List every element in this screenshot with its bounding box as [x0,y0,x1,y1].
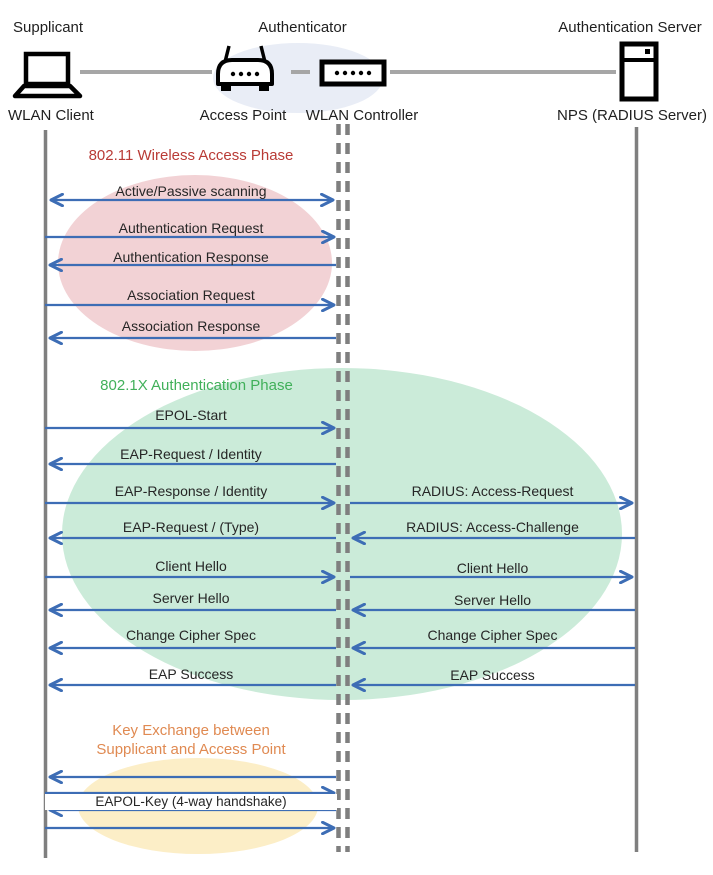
msg-change-cipher-spec-right: Change Cipher Spec [427,627,558,643]
msg-eap-response-identity: EAP-Response / Identity [114,483,268,499]
msg-association-request: Association Request [127,287,255,303]
msg-authentication-request: Authentication Request [118,220,264,236]
msg-radius-access-challenge: RADIUS: Access-Challenge [406,519,579,535]
msg-association-response: Association Response [121,318,261,334]
phase3-title-line2: Supplicant and Access Point [96,741,286,758]
device-label-nps-radius-server: NPS (RADIUS Server) [556,107,708,124]
wlan-controller-icon [319,59,387,87]
msg-active-passive-scanning: Active/Passive scanning [115,183,267,199]
msg-eap-request-identity: EAP-Request / Identity [120,446,262,462]
msg-epol-start: EPOL-Start [155,407,227,423]
role-label-authentication-server: Authentication Server [558,19,702,36]
msg-eapol-key-handshake: EAPOL-Key (4-way handshake) [45,794,337,810]
phase3-title-line1: Key Exchange between [112,722,270,739]
device-label-access-point: Access Point [199,107,287,124]
msg-server-hello-right: Server Hello [453,592,532,608]
msg-eap-request-type: EAP-Request / (Type) [122,519,260,535]
msg-client-hello-right: Client Hello [456,560,529,576]
role-label-authenticator: Authenticator [258,19,347,36]
role-label-supplicant: Supplicant [13,19,84,36]
device-label-wlan-client: WLAN Client [8,107,94,124]
server-icon [618,41,660,102]
msg-change-cipher-spec-left: Change Cipher Spec [126,627,256,643]
msg-radius-access-request: RADIUS: Access-Request [411,483,574,499]
device-label-wlan-controller: WLAN Controller [305,107,419,124]
msg-server-hello-left: Server Hello [152,590,230,606]
msg-eap-success-right: EAP Success [450,667,535,683]
phase1-title: 802.11 Wireless Access Phase [88,147,294,164]
msg-authentication-response: Authentication Response [113,249,269,265]
phase2-title: 802.1X Authentication Phase [100,377,293,394]
laptop-icon [12,50,84,100]
msg-eap-success-left: EAP Success [148,666,234,682]
msg-client-hello-left: Client Hello [155,558,227,574]
access-point-icon [212,44,278,94]
